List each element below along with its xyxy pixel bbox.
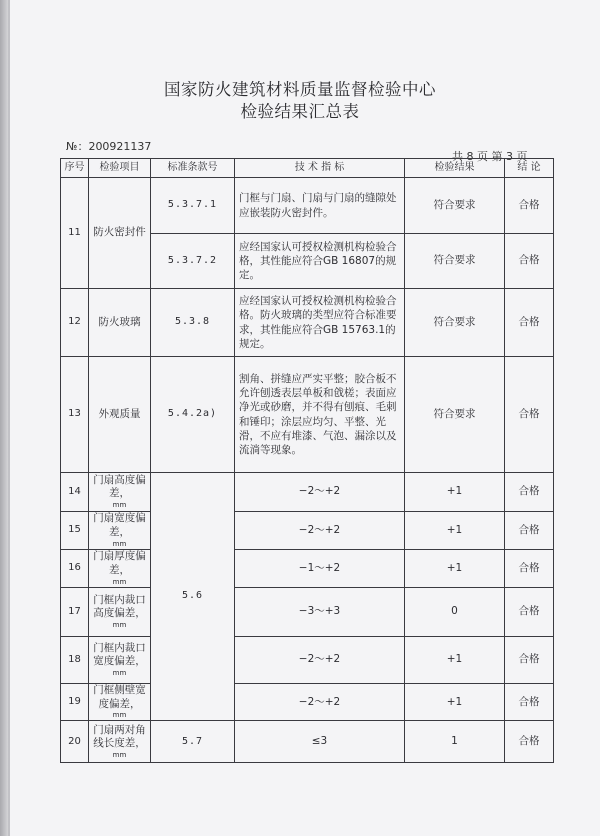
- test-result: 符合要求: [405, 178, 505, 234]
- conclusion: 合格: [505, 289, 554, 357]
- results-table: [60, 158, 554, 763]
- row-number: 20: [61, 721, 89, 763]
- item-name: [89, 721, 151, 763]
- tech-spec: −3～+3: [235, 588, 405, 637]
- col-header-conclusion: 结 论: [505, 159, 554, 178]
- table-row: [61, 550, 554, 588]
- item-label: 门扇高度偏差，: [93, 473, 146, 500]
- conclusion: 合格: [505, 234, 554, 289]
- item-name: [89, 512, 151, 550]
- item-name: [89, 550, 151, 588]
- item-label: 门框侧壁宽度偏差，: [93, 684, 146, 710]
- table-row: [61, 512, 554, 550]
- test-result: +1: [405, 637, 505, 684]
- tech-spec: −2～+2: [235, 512, 405, 550]
- row-number: 15: [61, 512, 89, 550]
- item-name: 防火密封件: [89, 178, 151, 289]
- row-number: 11: [61, 178, 89, 289]
- table-row: [61, 637, 554, 684]
- test-result: +1: [405, 550, 505, 588]
- table-row: [61, 588, 554, 637]
- clause-number: 5.4.2a): [151, 357, 235, 473]
- unit-label: mm: [112, 501, 127, 510]
- test-result: 0: [405, 588, 505, 637]
- test-result: +1: [405, 684, 505, 721]
- col-header-item: 检验项目: [89, 159, 151, 178]
- tech-spec: 应经国家认可授权检测机构检验合格，其性能应符合GB 16807的规定。: [235, 234, 405, 289]
- unit-label: mm: [112, 750, 127, 759]
- clause-number: 5.3.7.2: [151, 234, 235, 289]
- row-number: 13: [61, 357, 89, 473]
- col-header-clause: 标准条款号: [151, 159, 235, 178]
- conclusion: 合格: [505, 512, 554, 550]
- conclusion: 合格: [505, 178, 554, 234]
- tech-spec: −2～+2: [235, 473, 405, 512]
- row-number: 12: [61, 289, 89, 357]
- col-header-tech: 技 术 指 标: [235, 159, 405, 178]
- conclusion: 合格: [505, 637, 554, 684]
- tech-spec: −1～+2: [235, 550, 405, 588]
- clause-number: 5.6: [151, 473, 235, 721]
- test-result: 符合要求: [405, 289, 505, 357]
- report-subtitle: 检验结果汇总表: [240, 102, 360, 121]
- table-row: [61, 473, 554, 512]
- unit-label: mm: [112, 577, 127, 586]
- unit-label: mm: [112, 669, 127, 678]
- test-result: 符合要求: [405, 357, 505, 473]
- item-name: [89, 684, 151, 721]
- page-info: 共 8 页 第 3 页: [452, 150, 528, 163]
- test-result: 符合要求: [405, 234, 505, 289]
- document-number: №：200921137: [66, 140, 152, 153]
- unit-label: mm: [112, 621, 127, 630]
- table-header-row: [61, 159, 554, 178]
- table-row: [61, 289, 554, 357]
- table-row: [61, 357, 554, 473]
- col-header-no: 序号: [61, 159, 89, 178]
- row-number: 14: [61, 473, 89, 512]
- conclusion: 合格: [505, 721, 554, 763]
- tech-spec: −2～+2: [235, 637, 405, 684]
- item-label: 门框内裁口高度偏差，: [93, 593, 146, 620]
- unit-label: mm: [112, 539, 127, 548]
- tech-spec: 割角、拼缝应严实平整；胶合板不允许刨透表层单板和戗槎；表面应净光或砂磨，并不得有刨痕、毛刺和锤印；涂层应均匀、平整、光滑，不应有堆漆、气泡、漏涂以及流淌等现象。: [235, 357, 405, 473]
- clause-number: 5.7: [151, 721, 235, 763]
- conclusion: 合格: [505, 550, 554, 588]
- item-label: 门扇宽度偏差，: [93, 512, 146, 538]
- tech-spec: ≤3: [235, 721, 405, 763]
- conclusion: 合格: [505, 357, 554, 473]
- item-label: 门扇两对角线长度差，: [93, 723, 146, 750]
- test-result: +1: [405, 473, 505, 512]
- row-number: 17: [61, 588, 89, 637]
- item-name: [89, 473, 151, 512]
- conclusion: 合格: [505, 473, 554, 512]
- item-name: [89, 588, 151, 637]
- unit-label: mm: [112, 711, 127, 720]
- item-name: 外观质量: [89, 357, 151, 473]
- test-result: +1: [405, 512, 505, 550]
- row-number: 18: [61, 637, 89, 684]
- item-name: [89, 637, 151, 684]
- test-result: 1: [405, 721, 505, 763]
- conclusion: 合格: [505, 588, 554, 637]
- clause-number: 5.3.8: [151, 289, 235, 357]
- table-row: [61, 178, 554, 234]
- item-label: 门框内裁口宽度偏差，: [93, 641, 146, 668]
- tech-spec: 应经国家认可授权检测机构检验合格。防火玻璃的类型应符合标准要求，其性能应符合GB 15763.1的规定。: [235, 289, 405, 357]
- binding-spine: [0, 0, 8, 836]
- table-row: [61, 684, 554, 721]
- table-row: [61, 721, 554, 763]
- tech-spec: −2～+2: [235, 684, 405, 721]
- tech-spec: 门框与门扇、门扇与门扇的缝隙处应嵌装防火密封件。: [235, 178, 405, 234]
- item-label: 门扇厚度偏差，: [93, 550, 146, 576]
- clause-number: 5.3.7.1: [151, 178, 235, 234]
- report-title: 国家防火建筑材料质量监督检验中心: [164, 80, 436, 99]
- conclusion: 合格: [505, 684, 554, 721]
- row-number: 16: [61, 550, 89, 588]
- item-name: 防火玻璃: [89, 289, 151, 357]
- col-header-result: 检验结果: [405, 159, 505, 178]
- row-number: 19: [61, 684, 89, 721]
